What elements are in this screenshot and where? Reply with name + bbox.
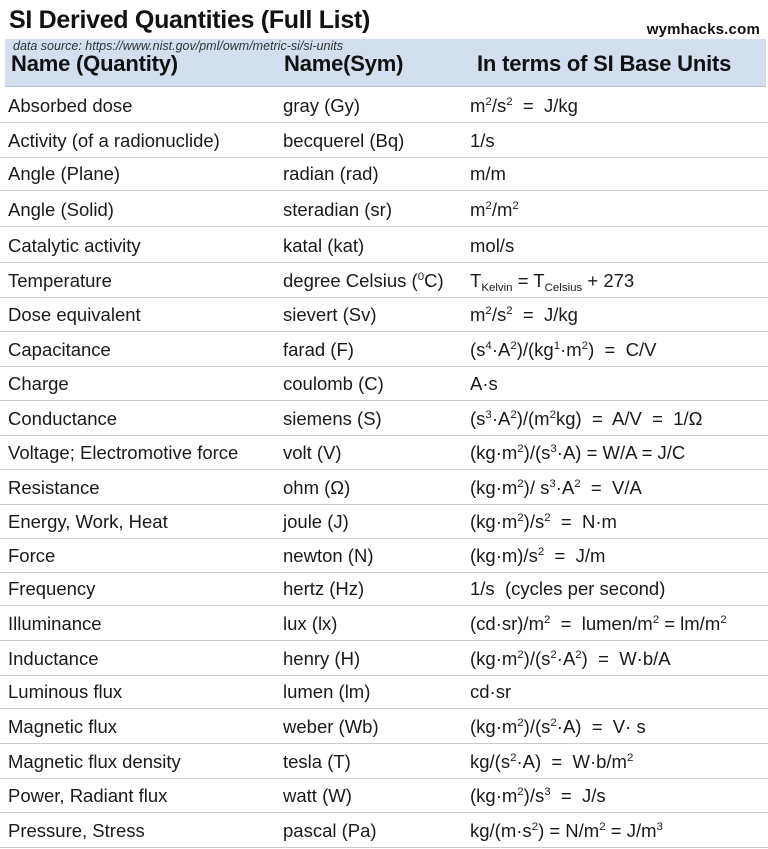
table-row xyxy=(0,123,768,158)
quantity-name: Dose equivalent xyxy=(8,304,141,325)
unit-name-symbol: katal (kat) xyxy=(283,235,365,256)
unit-name-symbol: farad (F) xyxy=(283,339,354,360)
unit-name-symbol: tesla (T) xyxy=(283,751,351,772)
table-row xyxy=(0,298,768,332)
table-row xyxy=(0,227,768,263)
quantity-name: Charge xyxy=(8,373,69,394)
quantity-name: Luminous flux xyxy=(8,681,123,702)
unit-name-symbol: lumen (lm) xyxy=(283,681,371,702)
unit-name-symbol: coulomb (C) xyxy=(283,373,384,394)
table-row xyxy=(0,573,768,606)
quantities-table-body xyxy=(0,89,768,848)
unit-name-symbol: joule (J) xyxy=(283,511,349,532)
base-unit-formula: $m^2/s^2 = J/kg$ xyxy=(470,95,578,116)
base-unit-formula: m/m xyxy=(470,163,506,184)
table-row xyxy=(0,709,768,744)
base-unit-formula: $(s^3\cdot A^2)/(m^2kg) = A/V = 1/\Omega$ xyxy=(470,408,703,429)
base-unit-formula: 1/s xyxy=(470,130,495,151)
quantity-name: Temperature xyxy=(8,270,112,291)
quantity-name: Magnetic flux xyxy=(8,716,117,737)
unit-name-symbol: radian (rad) xyxy=(283,163,379,184)
unit-name-symbol: steradian (sr) xyxy=(283,199,392,220)
quantity-name: Energy, Work, Heat xyxy=(8,511,168,532)
table-row xyxy=(0,89,768,123)
table-row xyxy=(0,436,768,470)
base-unit-formula: mol/s xyxy=(470,235,515,256)
base-unit-formula: $m^2/m^2$ xyxy=(470,199,519,220)
column-header-quantity: Name (Quantity) xyxy=(11,51,178,76)
base-unit-formula: $(kg\cdot m^2)/s^3 = J/s$ xyxy=(470,785,606,806)
table-row xyxy=(0,813,768,848)
quantity-name: Force xyxy=(8,545,56,566)
quantity-name: Capacitance xyxy=(8,339,111,360)
table-row xyxy=(0,263,768,298)
quantity-name: Angle (Solid) xyxy=(8,199,114,220)
base-unit-formula: $(kg\cdot m^2)/(s^2\cdot A) = V\cdot s$ xyxy=(470,716,646,737)
table-header xyxy=(5,39,766,87)
base-unit-formula: $(kg\cdot m^2)/s^2 = N\cdot m$ xyxy=(470,511,617,532)
base-unit-formula: $(s^4\cdot A^2)/(kg^1\cdot m^2) = C/V$ xyxy=(470,339,657,360)
table-row xyxy=(0,676,768,709)
quantity-name: Angle (Plane) xyxy=(8,163,121,184)
unit-name-symbol: ohm (Ω) xyxy=(283,477,351,498)
unit-name-symbol: pascal (Pa) xyxy=(283,820,377,841)
quantity-name: Activity (of a radionuclide) xyxy=(8,130,220,151)
site-brand: wymhacks.com xyxy=(646,21,760,38)
table-row xyxy=(0,470,768,505)
column-header-base-units: In terms of SI Base Units xyxy=(477,51,732,76)
quantity-name: Magnetic flux density xyxy=(8,751,181,772)
table-row xyxy=(0,539,768,573)
base-unit-formula: $kg/(m\cdot s^2) = N/m^2 = J/m^3$ xyxy=(470,820,663,841)
unit-name-symbol: hertz (Hz) xyxy=(283,578,365,599)
table-row xyxy=(0,401,768,436)
quantity-name: Absorbed dose xyxy=(8,95,133,116)
base-unit-formula: $(kg\cdot m^2)/(s^2\cdot A^2) = W\cdot b/A$ xyxy=(470,648,671,669)
data-source-note: data source: https://www.nist.gov/pml/owm/metric-si/si-units xyxy=(13,39,343,53)
unit-name-symbol: sievert (Sv) xyxy=(283,304,377,325)
base-unit-formula: $T_{Kelvin} = T_{Celsius} + 273$ xyxy=(470,270,635,294)
unit-name-symbol: volt (V) xyxy=(283,442,342,463)
quantity-name: Pressure, Stress xyxy=(8,820,145,841)
unit-name-symbol: watt (W) xyxy=(283,785,352,806)
unit-name-symbol: siemens (S) xyxy=(283,408,382,429)
base-unit-formula: 1/s (cycles per second) xyxy=(470,578,666,599)
unit-name-symbol: weber (Wb) xyxy=(283,716,379,737)
table-row xyxy=(0,158,768,191)
quantity-name: Illuminance xyxy=(8,613,102,634)
table-row xyxy=(0,367,768,401)
base-unit-formula: cd·sr xyxy=(470,681,512,702)
table-row xyxy=(0,332,768,367)
unit-name-symbol: henry (H) xyxy=(283,648,361,669)
table-row xyxy=(0,641,768,676)
table-row xyxy=(0,606,768,641)
quantity-name: Catalytic activity xyxy=(8,235,141,256)
column-header-symbol: Name(Sym) xyxy=(284,51,404,76)
quantity-name: Conductance xyxy=(8,408,118,429)
unit-name-symbol: newton (N) xyxy=(283,545,374,566)
base-unit-formula: $(kg\cdot m^2)/$ $s^3\cdot A^2 = V/A$ xyxy=(470,477,642,498)
unit-name-symbol: gray (Gy) xyxy=(283,95,361,116)
quantity-name: Voltage; Electromotive force xyxy=(8,442,239,463)
unit-name-symbol: lux (lx) xyxy=(283,613,338,634)
base-unit-formula: $(cd\cdot sr)/m^2$ = lumen/$m^2 = lm/m^2$ xyxy=(470,613,727,634)
table-row xyxy=(0,744,768,779)
unit-name-symbol: becquerel (Bq) xyxy=(283,130,405,151)
quantity-name: Inductance xyxy=(8,648,99,669)
table-row xyxy=(0,505,768,539)
base-unit-formula: $(kg\cdot m)/s^2 = J/m$ xyxy=(470,545,606,566)
base-unit-formula: A·s xyxy=(470,373,498,394)
base-unit-formula: $kg/(s^2\cdot A) = W\cdot b/m^2$ xyxy=(470,751,634,772)
table-row xyxy=(0,779,768,813)
table-row xyxy=(0,191,768,227)
base-unit-formula: $m^2/s^2 = J/kg$ xyxy=(470,304,578,325)
base-unit-formula: $(kg\cdot m^2)/(s^3\cdot A) = W/A = J/C$ xyxy=(470,442,686,463)
quantity-name: Resistance xyxy=(8,477,100,498)
quantity-name: Power, Radiant flux xyxy=(8,785,168,806)
page-title: SI Derived Quantities (Full List) xyxy=(9,6,370,34)
unit-name-symbol: degree Celsius ($^0$C) xyxy=(283,270,444,291)
quantity-name: Frequency xyxy=(8,578,96,599)
